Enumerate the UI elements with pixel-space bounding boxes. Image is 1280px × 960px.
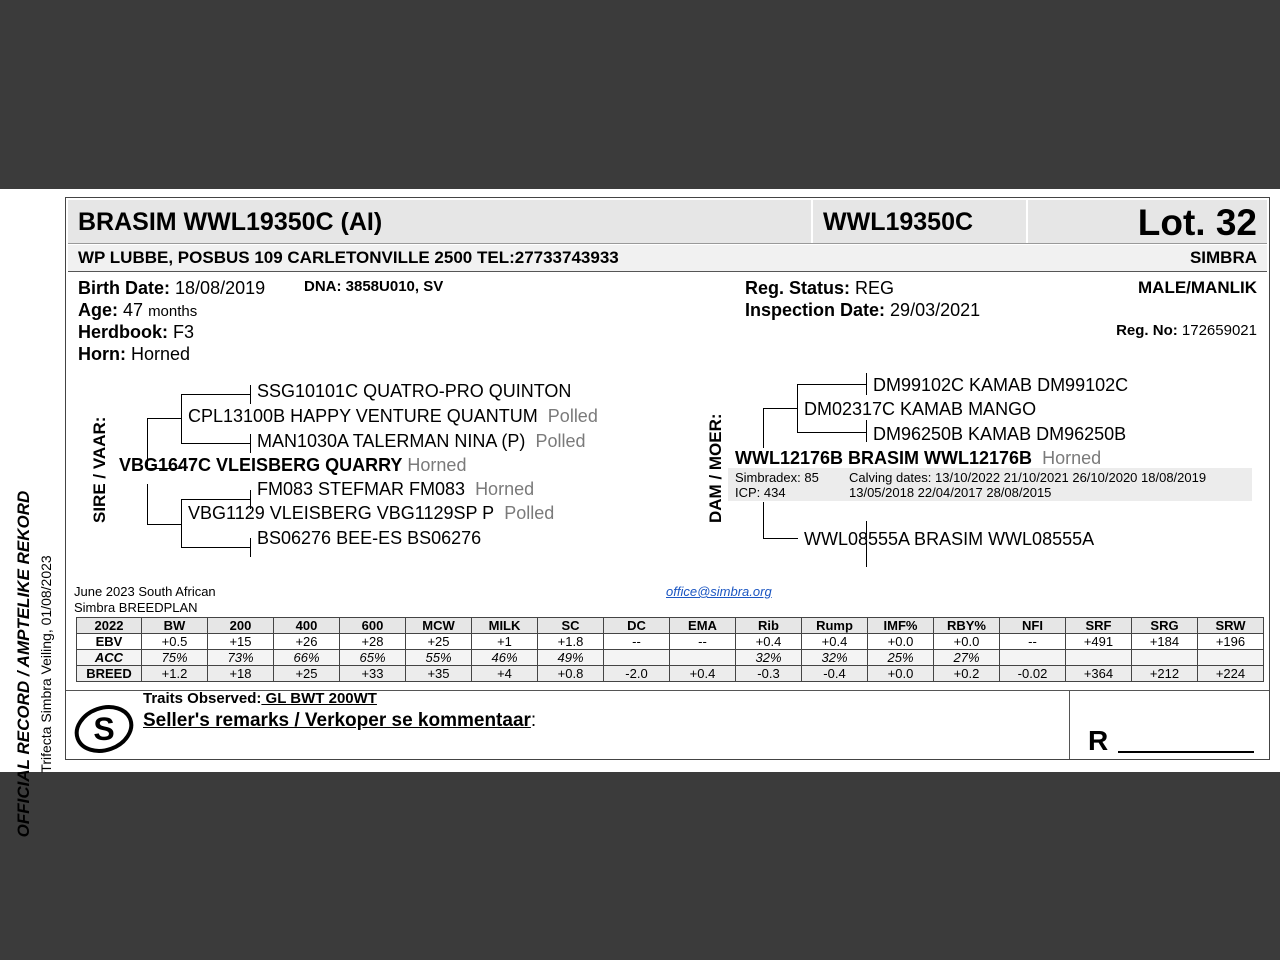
ebv-cell: +1.2 [142,666,208,682]
sire-dam-dam: BS06276 BEE-ES BS06276 [257,528,482,548]
ebv-cell: -2.0 [604,666,670,682]
ebv-header-cell: BW [142,618,208,634]
ebv-row-label: BREED [77,666,142,682]
ebv-row-ebv [77,634,1264,650]
sex: MALE/MANLIK [1138,278,1257,297]
ebv-row-breed [77,666,1264,682]
ebv-cell: 65% [340,650,406,666]
ebv-cell: 55% [406,650,472,666]
ebv-cell: +4 [472,666,538,682]
ebv-row-label: ACC [77,650,142,666]
ebv-cell [1066,650,1132,666]
ebv-cell [1132,650,1198,666]
svg-text:S: S [93,711,115,747]
ebv-cell: 25% [868,650,934,666]
simbradex: Simbradex: 85 [735,470,819,485]
ebv-cell: +15 [208,634,274,650]
ebv-cell: 75% [142,650,208,666]
ebv-cell: +491 [1066,634,1132,650]
dam-name: WWL12176B BRASIM WWL12176B Horned [735,448,1102,468]
ebv-header-cell: Rump [802,618,868,634]
ebv-header-cell: 600 [340,618,406,634]
email-link[interactable]: office@simbra.org [666,584,772,599]
icp: ICP: 434 [735,485,786,500]
dam-sire: DM02317C KAMAB MANGO [804,399,1037,419]
dam-dam: WWL08555A BRASIM WWL08555A [804,529,1095,549]
ebv-cell: +224 [1198,666,1264,682]
ebv-cell: 66% [274,650,340,666]
ebv-cell: +26 [274,634,340,650]
official-record-label: OFFICIAL RECORD / AMPTELIKE REKORD [14,490,33,838]
sire-dam-sire: FM083 STEFMAR FM083 Horned [257,479,535,499]
ebv-cell: 32% [736,650,802,666]
sire-label: SIRE / VAAR: [90,416,109,523]
ebv-cell [1000,650,1066,666]
dam-sire-dam: DM96250B KAMAB DM96250B [873,424,1127,444]
simbra-logo [72,703,136,760]
dam-label: DAM / MOER: [706,413,725,523]
ebv-cell: +196 [1198,634,1264,650]
lot-card [65,197,1270,760]
dam-performance [728,468,1252,501]
ebv-header-cell: 2022 [77,618,142,634]
ebv-header-cell: RBY% [934,618,1000,634]
calving-dates: Calving dates: 13/10/2022 21/10/2021 26/10/2020 18/08/2019 [849,470,1207,485]
horn-status: Horn: Horned [78,344,191,364]
ebv-cell: 27% [934,650,1000,666]
ebv-header-cell: 400 [274,618,340,634]
ebv-cell: +1.8 [538,634,604,650]
ebv-cell: +33 [340,666,406,682]
ebv-cell: +25 [274,666,340,682]
calving-dates-2: 13/05/2018 22/04/2017 28/08/2015 [849,485,1052,500]
age: Age: 47 months [78,300,198,320]
ebv-cell: -0.3 [736,666,802,682]
breedplan-line2: Simbra BREEDPLAN [74,600,198,615]
ebv-header-row [77,618,1264,634]
ebv-table [76,617,1264,682]
ebv-cell: +0.0 [934,634,1000,650]
ebv-cell: +0.5 [142,634,208,650]
ebv-cell: +18 [208,666,274,682]
ebv-cell: 73% [208,650,274,666]
ebv-header-cell: SC [538,618,604,634]
traits-observed: Traits Observed: GL BWT 200WT [143,690,377,707]
ebv-header-cell: SRF [1066,618,1132,634]
ebv-cell: +35 [406,666,472,682]
price-line[interactable] [1118,751,1254,753]
ebv-header-cell: SRW [1198,618,1264,634]
sire-name: VBG1647C VLEISBERG QUARRY Horned [119,455,467,475]
ebv-cell: +1 [472,634,538,650]
sire-sire: CPL13100B HAPPY VENTURE QUANTUM Polled [188,406,598,426]
ebv-cell: +0.0 [868,666,934,682]
ebv-cell: -- [670,634,736,650]
ebv-row-label: EBV [77,634,142,650]
ebv-header-cell: NFI [1000,618,1066,634]
ebv-header-cell: MCW [406,618,472,634]
price-symbol: R [1088,725,1109,756]
birth-date: Birth Date: 18/08/2019 [78,278,266,298]
ebv-cell: 46% [472,650,538,666]
ebv-cell: -- [604,634,670,650]
sire-dam: VBG1129 VLEISBERG VBG1129SP P Polled [188,503,555,523]
lot-number: Lot. 32 [1137,202,1257,243]
ebv-cell [670,650,736,666]
seller-remarks: Seller's remarks / Verkoper se kommentaar: [143,710,537,731]
ebv-cell: +0.0 [868,634,934,650]
ebv-cell: -0.02 [1000,666,1066,682]
sire-sire-dam: MAN1030A TALERMAN NINA (P) Polled [257,431,586,451]
ebv-cell: +0.4 [670,666,736,682]
lot-sheet [0,189,1280,838]
inspection-date: Inspection Date: 29/03/2021 [745,300,981,320]
dna-info: DNA: 3858U010, SV [304,278,444,295]
ebv-cell: 32% [802,650,868,666]
ebv-header-cell: 200 [208,618,274,634]
ebv-cell: +0.4 [736,634,802,650]
reg-status: Reg. Status: REG [745,278,895,298]
dam-sire-sire: DM99102C KAMAB DM99102C [873,375,1129,395]
herdbook: Herdbook: F3 [78,322,195,342]
ebv-cell: +0.4 [802,634,868,650]
animal-id: WWL19350C [823,208,974,236]
breed-name: SIMBRA [1189,248,1257,267]
ebv-cell: +25 [406,634,472,650]
breedplan-line1: June 2023 South African [74,584,216,599]
ebv-cell [1198,650,1264,666]
ebv-cell: +0.8 [538,666,604,682]
ebv-cell: +184 [1132,634,1198,650]
breeder-info: WP LUBBE, POSBUS 109 CARLETONVILLE 2500 TEL:27733743933 [78,248,619,267]
ebv-cell: +364 [1066,666,1132,682]
ebv-row-acc [77,650,1264,666]
ebv-cell: +28 [340,634,406,650]
ebv-header-cell: EMA [670,618,736,634]
animal-name: BRASIM WWL19350C (AI) [78,208,383,236]
breeder-bar [68,245,1267,272]
ebv-header-cell: IMF% [868,618,934,634]
ebv-cell: 49% [538,650,604,666]
ebv-cell [604,650,670,666]
ebv-header-cell: DC [604,618,670,634]
ebv-header-cell: SRG [1132,618,1198,634]
ebv-header-cell: Rib [736,618,802,634]
title-bar [68,200,1267,244]
ebv-header-cell: MILK [472,618,538,634]
ebv-cell: +212 [1132,666,1198,682]
ebv-cell: -0.4 [802,666,868,682]
reg-number: Reg. No: 172659021 [1116,322,1257,339]
auction-label: Trifecta Simbra Veiling, 01/08/2023 [38,555,54,773]
ebv-cell: +0.2 [934,666,1000,682]
ebv-cell: -- [1000,634,1066,650]
sire-sire-sire: SSG10101C QUATRO-PRO QUINTON [257,381,572,401]
